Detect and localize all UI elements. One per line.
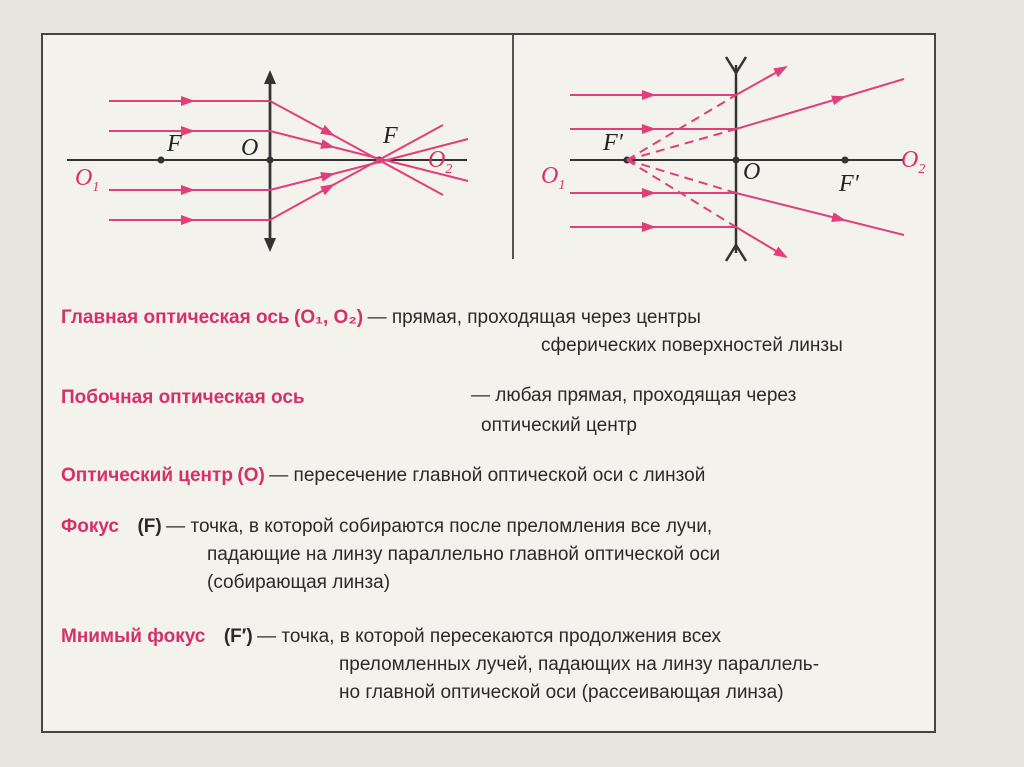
- label-f-right: F: [383, 123, 398, 149]
- desc-secondary-axis-2: оптический центр: [481, 415, 637, 436]
- term-main-axis: Главная оптическая ось: [61, 307, 290, 328]
- symbol-virtual-focus: (F′): [223, 626, 253, 647]
- label-o2-left: $O_2$: [428, 147, 453, 177]
- desc-virtual-focus-3: но главной оптической оси (рассеивающая линза): [339, 682, 784, 703]
- desc-main-axis-2: сферических поверхностей линзы: [541, 335, 843, 356]
- desc-virtual-focus-1: — точка, в которой пересекаются продолжения всех: [257, 626, 721, 647]
- virtual-focus-point-right: [842, 157, 849, 164]
- term-optical-center: Оптический центр: [61, 465, 233, 486]
- lens-diagrams: [43, 35, 934, 300]
- desc-focus-2: падающие на линзу параллельно главной оптической оси: [207, 544, 721, 565]
- symbol-focus: (F): [137, 516, 162, 537]
- optical-center-point: [733, 157, 740, 164]
- symbol-main-axis: (O₁, O₂): [294, 307, 364, 328]
- focus-point-left: [158, 157, 165, 164]
- label-f-prime-right: F′: [839, 171, 859, 197]
- desc-optical-center: — пересечение главной оптической оси с линзой: [269, 465, 706, 486]
- symbol-optical-center: (O): [237, 465, 265, 486]
- term-focus: Фокус: [61, 516, 119, 537]
- label-o-center-right: O: [743, 159, 761, 185]
- term-virtual-focus: Мнимый фокус: [61, 626, 206, 647]
- term-secondary-axis: Побочная оптическая ось: [61, 387, 305, 408]
- diverging-lens-diagram: [514, 35, 934, 300]
- label-o1-right: $O_1$: [541, 163, 566, 193]
- desc-focus-3: (собирающая линза): [207, 572, 391, 593]
- content-frame: [41, 33, 936, 733]
- desc-main-axis-1: — прямая, проходящая через центры: [367, 307, 701, 328]
- label-o-center-left: O: [241, 135, 259, 161]
- label-o1-left: $O_1$: [75, 165, 100, 195]
- label-f-left: F: [167, 131, 182, 157]
- label-f-prime-left: F′: [603, 130, 623, 156]
- desc-virtual-focus-2: преломленных лучей, падающих на линзу параллель-: [339, 654, 820, 675]
- optical-center-point: [267, 157, 274, 164]
- desc-secondary-axis-1: — любая прямая, проходящая через: [471, 385, 797, 406]
- desc-focus-1: — точка, в которой собираются после преломления все лучи,: [166, 516, 713, 537]
- label-o2-right: $O_2$: [901, 147, 926, 177]
